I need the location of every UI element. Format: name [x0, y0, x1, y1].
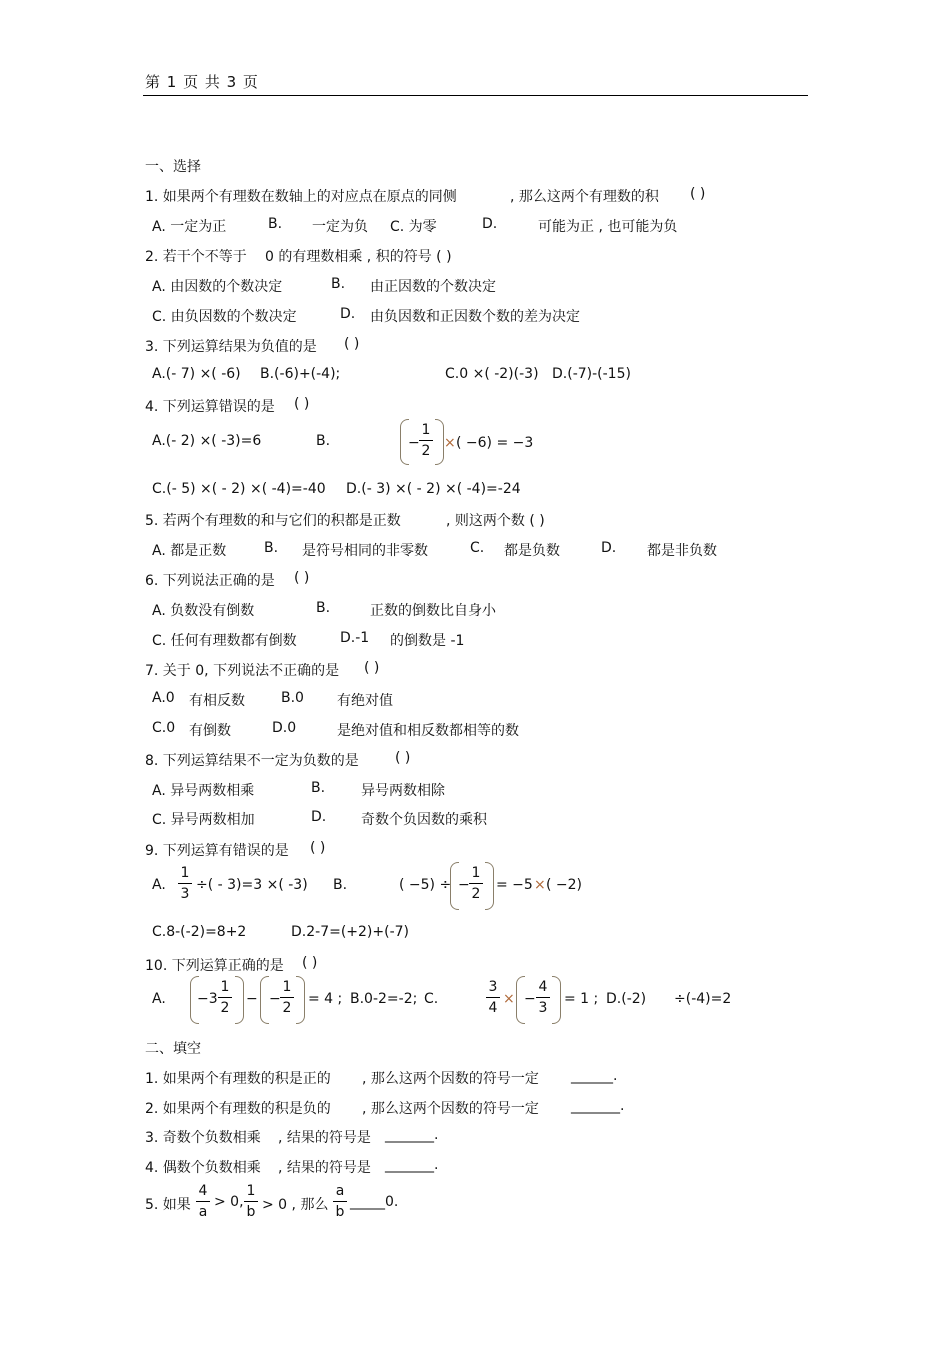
section2-title: 二、填空 [145, 1041, 201, 1057]
q6-stem: 6. 下列说法正确的是 [145, 573, 275, 589]
fraction-bar [419, 440, 433, 441]
q8-option-d: D. [311, 809, 327, 825]
fill5-blank: _____0. [350, 1194, 399, 1210]
q3-option-c: C.0 ×( -2)(-3) [445, 366, 539, 382]
q10-d-tail: ÷(-4)=2 [674, 991, 732, 1007]
q10-paren: ( ) [302, 955, 318, 971]
q9-b-sign: − [458, 877, 470, 893]
q4-right-paren [435, 419, 444, 465]
fill1-tail: , 那么这两个因数的符号一定 [362, 1071, 539, 1087]
fill1-blank: ______. [571, 1068, 618, 1084]
q10-c-fraction-1 [486, 978, 500, 1017]
q9-a-rest: ÷( - 3)=3 ×( -3) [196, 877, 308, 893]
q6-paren: ( ) [294, 570, 310, 586]
q9-a-denominator: 3 [180, 886, 190, 902]
q6-option-d-text: 的倒数是 -1 [390, 633, 465, 649]
fraction-bar [178, 883, 192, 884]
fill4-text: 4. 偶数个负数相乘 [145, 1160, 261, 1176]
fill5-fraction-1 [196, 1182, 210, 1221]
q4-b-rest: ( −6) = −3 [456, 435, 534, 451]
q3-option-a: A.(- 7) ×( -6) [152, 366, 241, 382]
q10-option-c: C. [424, 991, 439, 1007]
q5-stem-tail: , 则这两个数 ( ) [446, 513, 545, 529]
q10-c-fraction-2 [536, 978, 550, 1017]
q10-a-fraction-2 [280, 978, 294, 1017]
q5-option-c-text: 都是负数 [504, 543, 560, 559]
fill5-denominator-2: b [246, 1204, 256, 1220]
q4-b-denominator: 2 [421, 443, 431, 459]
q7-option-b-text: 有绝对值 [337, 693, 393, 709]
q1-option-b-text: 一定为负 [312, 219, 368, 235]
q9-a-numerator: 1 [180, 865, 190, 881]
q1-option-d: D. [482, 216, 498, 232]
q6-option-d: D.-1 [340, 630, 370, 646]
q5-option-b: B. [264, 540, 279, 556]
fraction-bar [196, 1201, 210, 1202]
q4-b-sign: − [408, 435, 420, 451]
q1-paren: ( ) [690, 186, 706, 202]
q2-option-a: A. 由因数的个数决定 [152, 279, 283, 295]
q10-a-sign2: − [269, 991, 281, 1007]
q7-option-c: C.0 [152, 720, 176, 736]
q2-option-b: B. [331, 276, 346, 292]
q6-option-b-text: 正数的倒数比自身小 [370, 603, 496, 619]
q5-option-d: D. [601, 540, 617, 556]
fill1-text: 1. 如果两个有理数的积是正的 [145, 1071, 331, 1087]
q5-option-c: C. [470, 540, 485, 556]
q9-option-a: A. [152, 877, 166, 893]
q9-b-denominator: 2 [471, 886, 481, 902]
q2-option-c: C. 由负因数的个数决定 [152, 309, 297, 325]
q4-option-a: A.(- 2) ×( -3)=6 [152, 433, 262, 449]
q7-stem: 7. 关于 0, 下列说法不正确的是 [145, 663, 340, 679]
q4-b-numerator: 1 [421, 422, 431, 438]
q9-stem: 9. 下列运算有错误的是 [145, 843, 289, 859]
q5-stem: 5. 若两个有理数的和与它们的积都是正数 [145, 513, 401, 529]
q10-a-left-paren-2 [260, 976, 269, 1024]
q8-option-b-text: 异号两数相除 [361, 783, 445, 799]
header-rule [143, 95, 808, 96]
q10-option-b: B.0-2=-2; [350, 991, 418, 1007]
q10-a-minus: − [246, 991, 258, 1007]
q10-a-numerator-2: 1 [282, 979, 292, 995]
q7-option-d-text: 是绝对值和相反数都相等的数 [337, 723, 519, 739]
q10-c-denominator-1: 4 [488, 1000, 498, 1016]
section1-title: 一、选择 [145, 159, 201, 175]
q7-option-b: B.0 [281, 690, 304, 706]
fill5-numerator-2: 1 [246, 1183, 256, 1199]
q5-option-a: A. 都是正数 [152, 543, 227, 559]
fill5-denominator-1: a [198, 1204, 208, 1220]
q8-option-d-text: 奇数个负因数的乘积 [361, 812, 487, 828]
q10-a-denominator-1: 2 [220, 1000, 230, 1016]
fill2-tail: , 那么这两个因数的符号一定 [362, 1101, 539, 1117]
fill3-blank: _______. [385, 1127, 439, 1143]
q8-option-b: B. [311, 780, 326, 796]
fill3-tail: , 结果的符号是 [278, 1130, 371, 1146]
q10-a-numerator-1: 1 [220, 979, 230, 995]
q1-option-b: B. [268, 216, 283, 232]
fill3-text: 3. 奇数个负数相乘 [145, 1130, 261, 1146]
fraction-bar [244, 1201, 258, 1202]
q10-a-whole: −3 [197, 991, 218, 1007]
q7-option-a-text: 有相反数 [189, 693, 245, 709]
q5-option-d-text: 都是非负数 [647, 543, 717, 559]
q6-option-a: A. 负数没有倒数 [152, 603, 255, 619]
q9-option-c: C.8-(-2)=8+2 [152, 924, 247, 940]
q1-stem-tail: , 那么这两个有理数的积 [510, 189, 659, 205]
q6-option-b: B. [316, 600, 331, 616]
q9-b-times: × [534, 877, 546, 893]
fill5-fraction-3 [333, 1182, 347, 1221]
q10-stem: 10. 下列运算正确的是 [145, 958, 284, 974]
q7-option-d: D.0 [272, 720, 297, 736]
q10-a-eq: = 4 ; [308, 991, 343, 1007]
fill5-gt-1: > 0, [214, 1194, 244, 1210]
fraction-bar [280, 997, 294, 998]
q10-c-times: × [503, 991, 515, 1007]
q9-b-pre: ( −5) ÷ [399, 877, 452, 893]
q10-option-d: D.(-2) [606, 991, 647, 1007]
q1-option-d-text: 可能为正 , 也可能为负 [538, 219, 678, 235]
q9-option-b: B. [333, 877, 348, 893]
q10-c-denominator-2: 3 [538, 1000, 548, 1016]
fraction-bar [333, 1201, 347, 1202]
q3-option-d: D.(-7)-(-15) [552, 366, 631, 382]
q10-a-denominator-2: 2 [282, 1000, 292, 1016]
q2-stem-mid: 0 的有理数相乘 , 积的符号 ( ) [265, 249, 452, 265]
q9-a-fraction [178, 864, 192, 903]
q6-option-c: C. 任何有理数都有倒数 [152, 633, 297, 649]
q10-c-numerator-1: 3 [488, 979, 498, 995]
q10-c-eq: = 1 ; [564, 991, 599, 1007]
q8-option-a: A. 异号两数相乘 [152, 783, 255, 799]
q10-a-right-paren-1 [235, 976, 244, 1024]
fraction-bar [469, 883, 483, 884]
fill5-fraction-2 [244, 1182, 258, 1221]
q8-paren: ( ) [395, 750, 411, 766]
q9-paren: ( ) [310, 840, 326, 856]
fraction-bar [486, 997, 500, 998]
q1-stem: 1. 如果两个有理数在数轴上的对应点在原点的同侧 [145, 189, 457, 205]
q4-option-b: B. [316, 433, 331, 449]
q2-option-d-text: 由负因数和正因数个数的差为决定 [370, 309, 580, 325]
q4-b-fraction [419, 421, 433, 460]
q10-c-sign: − [524, 991, 536, 1007]
q9-right-paren [485, 862, 494, 910]
q4-stem: 4. 下列运算错误的是 [145, 399, 275, 415]
q9-b-numerator: 1 [471, 865, 481, 881]
fill4-blank: _______. [385, 1157, 439, 1173]
q7-option-c-text: 有倒数 [189, 723, 231, 739]
fill5-numerator-3: a [335, 1183, 345, 1199]
fraction-bar [536, 997, 550, 998]
q4-option-c: C.(- 5) ×( - 2) ×( -4)=-40 [152, 481, 326, 497]
fill2-text: 2. 如果两个有理数的积是负的 [145, 1101, 331, 1117]
q10-a-fraction-1 [218, 978, 232, 1017]
q2-option-b-text: 由正因数的个数决定 [370, 279, 496, 295]
q10-c-right-paren [552, 976, 561, 1024]
q4-b-times: × [444, 435, 456, 451]
q4-paren: ( ) [294, 396, 310, 412]
q4-option-d: D.(- 3) ×( - 2) ×( -4)=-24 [346, 481, 521, 497]
q2-stem: 2. 若干个不等于 [145, 249, 247, 265]
fill5-gt-2: > 0 , 那么 [262, 1197, 329, 1213]
q7-option-a: A.0 [152, 690, 175, 706]
q2-option-d: D. [340, 306, 356, 322]
q3-paren: ( ) [344, 336, 360, 352]
q9-b-tail: ( −2) [546, 877, 583, 893]
q10-option-a: A. [152, 991, 166, 1007]
q1-option-c: C. 为零 [390, 219, 437, 235]
q1-option-a: A. 一定为正 [152, 219, 227, 235]
q3-stem: 3. 下列运算结果为负值的是 [145, 339, 317, 355]
fill5-denominator-3: b [335, 1204, 345, 1220]
q8-option-c: C. 异号两数相加 [152, 812, 255, 828]
q9-b-fraction [469, 864, 483, 903]
fraction-bar [218, 997, 232, 998]
q10-a-right-paren-2 [296, 976, 305, 1024]
fill5-text: 5. 如果 [145, 1197, 191, 1213]
q8-stem: 8. 下列运算结果不一定为负数的是 [145, 753, 359, 769]
q7-paren: ( ) [364, 660, 380, 676]
q5-option-b-text: 是符号相同的非零数 [302, 543, 428, 559]
q9-option-d: D.2-7=(+2)+(-7) [291, 924, 410, 940]
fill5-numerator-1: 4 [198, 1183, 208, 1199]
fill4-tail: , 结果的符号是 [278, 1160, 371, 1176]
q3-option-b: B.(-6)+(-4); [260, 366, 341, 382]
q10-c-numerator-2: 4 [538, 979, 548, 995]
q9-b-post: = −5 [496, 877, 533, 893]
fill2-blank: _______. [571, 1098, 625, 1114]
page-header: 第 1 页 共 3 页 [145, 73, 259, 91]
